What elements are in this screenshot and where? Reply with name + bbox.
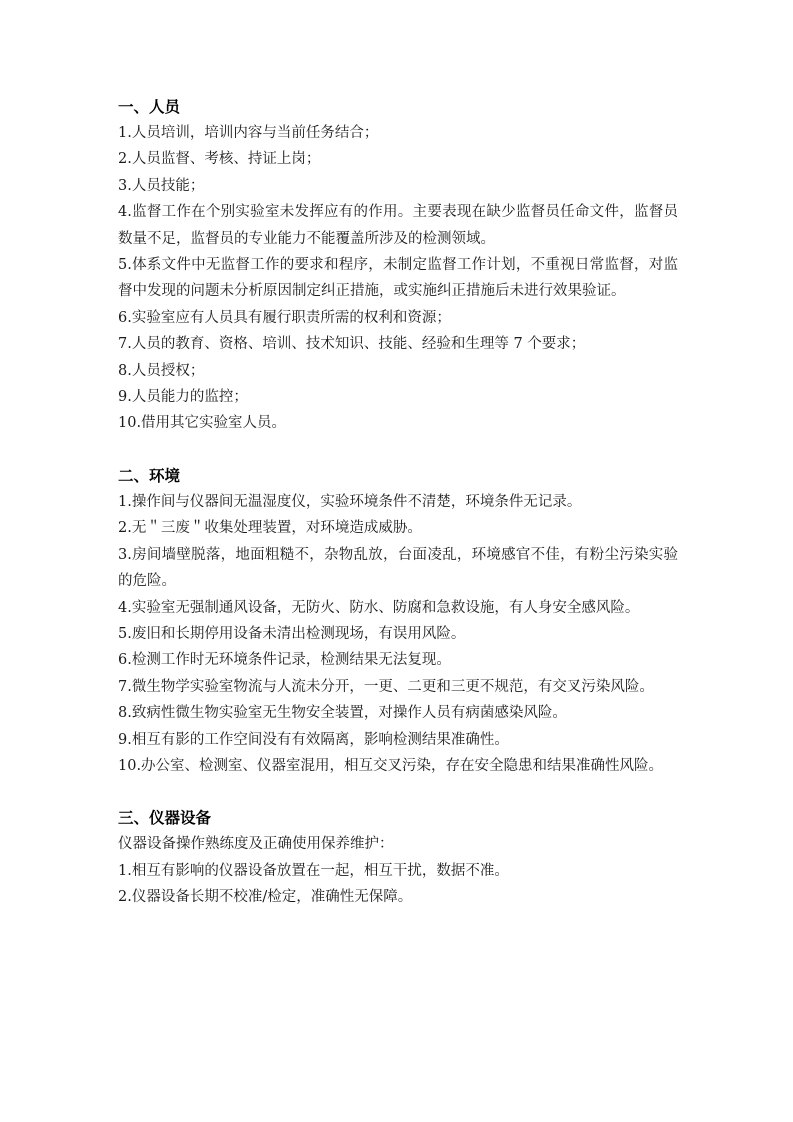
section-title: 二、环境 — [118, 466, 181, 485]
section-intro: 仪器设备操作熟练度及正确使用保养维护： — [118, 836, 394, 853]
list-item: 10.借用其它实验室人员。 — [118, 415, 287, 432]
list-item: 3.人员技能； — [118, 177, 205, 194]
list-item: 1.操作间与仪器间无温湿度仪，实验环境条件不清楚，环境条件无记录。 — [118, 493, 582, 510]
list-item: 4.监督工作在个别实验室未发挥应有的作用。主要表现在缺少监督员任命文件，监督员数量不足，监督员的专业能力不能覆盖所涉及的检测领域。 — [118, 204, 678, 247]
list-item: 10.办公室、检测室、仪器室混用，相互交叉污染，存在安全隐患和结果准确性风险。 — [118, 757, 664, 774]
list-item: 9.人员能力的监控； — [118, 389, 248, 406]
document-page — [118, 94, 678, 911]
list-item: 6.检测工作时无环境条件记录，检测结果无法复现。 — [118, 652, 451, 669]
list-item: 2.人员监督、考核、持证上岗； — [118, 151, 321, 168]
list-item: 5.体系文件中无监督工作的要求和程序，未制定监督工作计划，不重视日常监督，对监督中发现的问题未分析原因制定纠正措施，或实施纠正措施后未进行效果验证。 — [118, 257, 678, 300]
list-item: 7.人员的教育、资格、培训、技术知识、技能、经验和生理等 7 个要求； — [118, 336, 586, 353]
list-item: 2.仪器设备长期不校准/检定，准确性无保障。 — [118, 889, 413, 906]
list-item: 9.相互有影的工作空间没有有效隔离，影响检测结果准确性。 — [118, 731, 509, 748]
list-item: 8.人员授权； — [118, 362, 205, 379]
list-item: 4.实验室无强制通风设备，无防火、防水、防腐和急救设施，有人身安全感风险。 — [118, 599, 640, 616]
list-item: 6.实验室应有人员具有履行职责所需的权利和资源； — [118, 309, 451, 326]
list-item: 1.人员培训，培训内容与当前任务结合； — [118, 125, 379, 141]
list-item: 8.致病性微生物实验室无生物安全装置，对操作人员有病菌感染风险。 — [118, 705, 567, 722]
list-item: 3.房间墙壁脱落，地面粗糙不，杂物乱放，台面凌乱，环境感官不佳，有粉尘污染实验的危险。 — [118, 546, 678, 590]
list-item: 1.相互有影响的仪器设备放置在一起，相互干扰，数据不准。 — [118, 862, 509, 879]
section-equipment — [118, 805, 678, 910]
section-personnel — [118, 94, 678, 437]
list-item: 5.废旧和长期停用设备未清出检测现场，有误用风险。 — [118, 625, 466, 642]
list-item: 2.无＂三废＂收集处理装置，对环境造成威胁。 — [118, 520, 422, 537]
list-item: 7.微生物学实验室物流与人流未分开，一更、二更和三更不规范，有交叉污染风险。 — [118, 678, 654, 695]
section-title: 一、人员 — [118, 98, 181, 116]
section-environment — [118, 463, 678, 779]
section-title: 三、仪器设备 — [118, 809, 212, 828]
